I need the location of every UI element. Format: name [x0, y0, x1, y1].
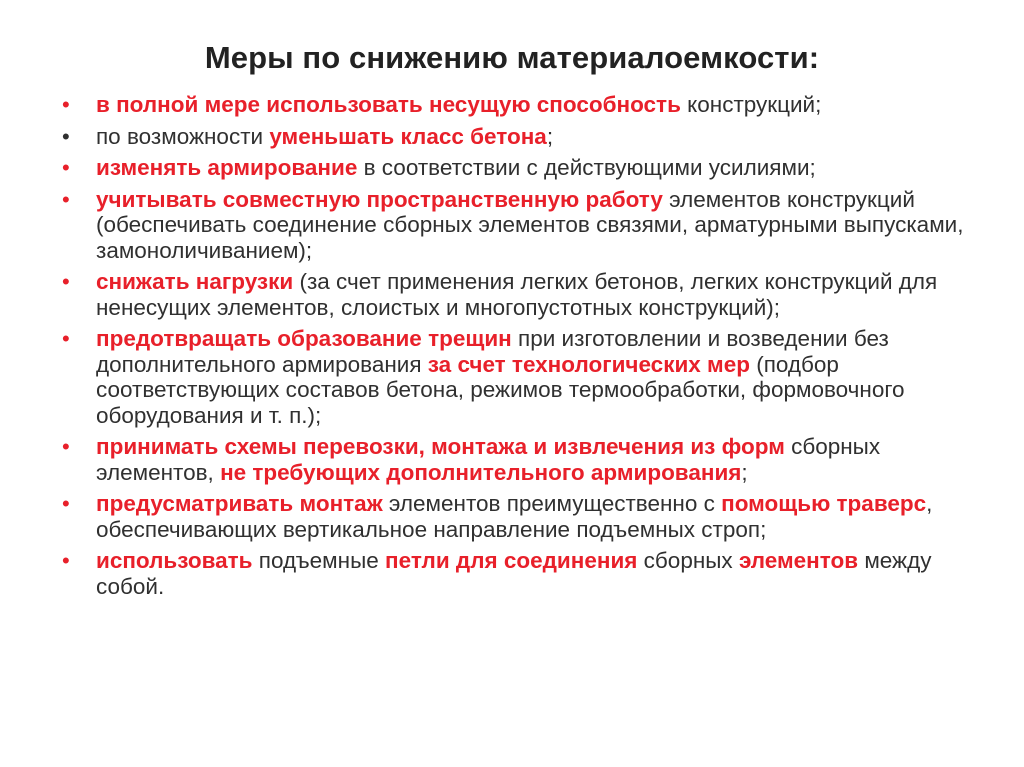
highlighted-text: снижать нагрузки	[96, 269, 294, 294]
body-text: при изготовлении и возведении без дополнительного армирования	[96, 326, 889, 377]
bullet-icon: •	[62, 186, 70, 212]
bullet-list	[62, 92, 992, 605]
bullet-icon: •	[62, 155, 70, 180]
highlighted-text: принимать схемы перевозки, монтажа и извлечения из форм	[96, 434, 785, 459]
list-item	[62, 92, 992, 118]
body-text: (подбор соответствующих составов бетона, режимов термообработки, формовочного оборудования и т. п.);	[96, 351, 905, 428]
list-item	[62, 491, 992, 542]
highlighted-text: не требующих дополнительного армирования	[220, 459, 742, 485]
highlighted-text: в полной мере использовать несущую способность	[96, 92, 681, 117]
body-text: подъемные	[252, 548, 386, 573]
bullet-icon: •	[62, 548, 70, 573]
list-item	[62, 548, 992, 599]
highlighted-text: уменьшать класс бетона	[269, 123, 547, 149]
body-text: ;	[546, 123, 554, 149]
body-text: в соответствии с действующими усилиями;	[357, 155, 816, 180]
body-text: по возможности	[96, 123, 270, 149]
bullet-icon: •	[62, 326, 70, 351]
list-item	[62, 434, 992, 485]
body-text: , обеспечивающих вертикальное направление подъемных строп;	[96, 491, 933, 542]
list-item	[62, 326, 992, 428]
bullet-icon: •	[62, 123, 70, 149]
highlighted-text: использовать	[96, 548, 253, 573]
bullet-icon: •	[62, 92, 70, 117]
bullet-icon: •	[62, 434, 70, 459]
body-text: элементов конструкций (обеспечивать соединение сборных элементов связями, арматурными выпусками, замоноличиванием);	[96, 186, 964, 263]
highlighted-text: изменять армирование	[96, 155, 358, 180]
highlighted-text: предусматривать монтаж	[96, 491, 383, 516]
highlighted-text: петли для соединения	[385, 548, 638, 573]
highlighted-text: помощью траверс	[721, 491, 927, 516]
body-text: (за счет применения легких бетонов, легких конструкций для ненесущих элементов, слоистых и многопустотных конструкций);	[96, 269, 938, 320]
body-text: конструкций;	[680, 92, 822, 117]
list-item	[62, 187, 992, 264]
slide-title: Меры по снижению материалоемкости:	[204, 40, 820, 75]
bullet-icon: •	[62, 491, 70, 516]
body-text: элементов преимущественно с	[382, 491, 722, 516]
highlighted-text: за счет технологических мер	[427, 351, 750, 377]
list-item	[62, 124, 992, 150]
highlighted-text: предотвращать образование трещин	[96, 326, 512, 351]
list-item	[62, 155, 992, 181]
body-text: сборных элементов,	[96, 434, 881, 485]
list-item	[62, 269, 992, 320]
highlighted-text: элементов	[738, 548, 859, 573]
bullet-icon: •	[62, 269, 70, 294]
body-text: сборных	[637, 548, 739, 573]
highlighted-text: учитывать совместную пространственную работу	[96, 186, 663, 212]
body-text: ;	[741, 459, 748, 485]
body-text: между собой.	[96, 548, 932, 599]
